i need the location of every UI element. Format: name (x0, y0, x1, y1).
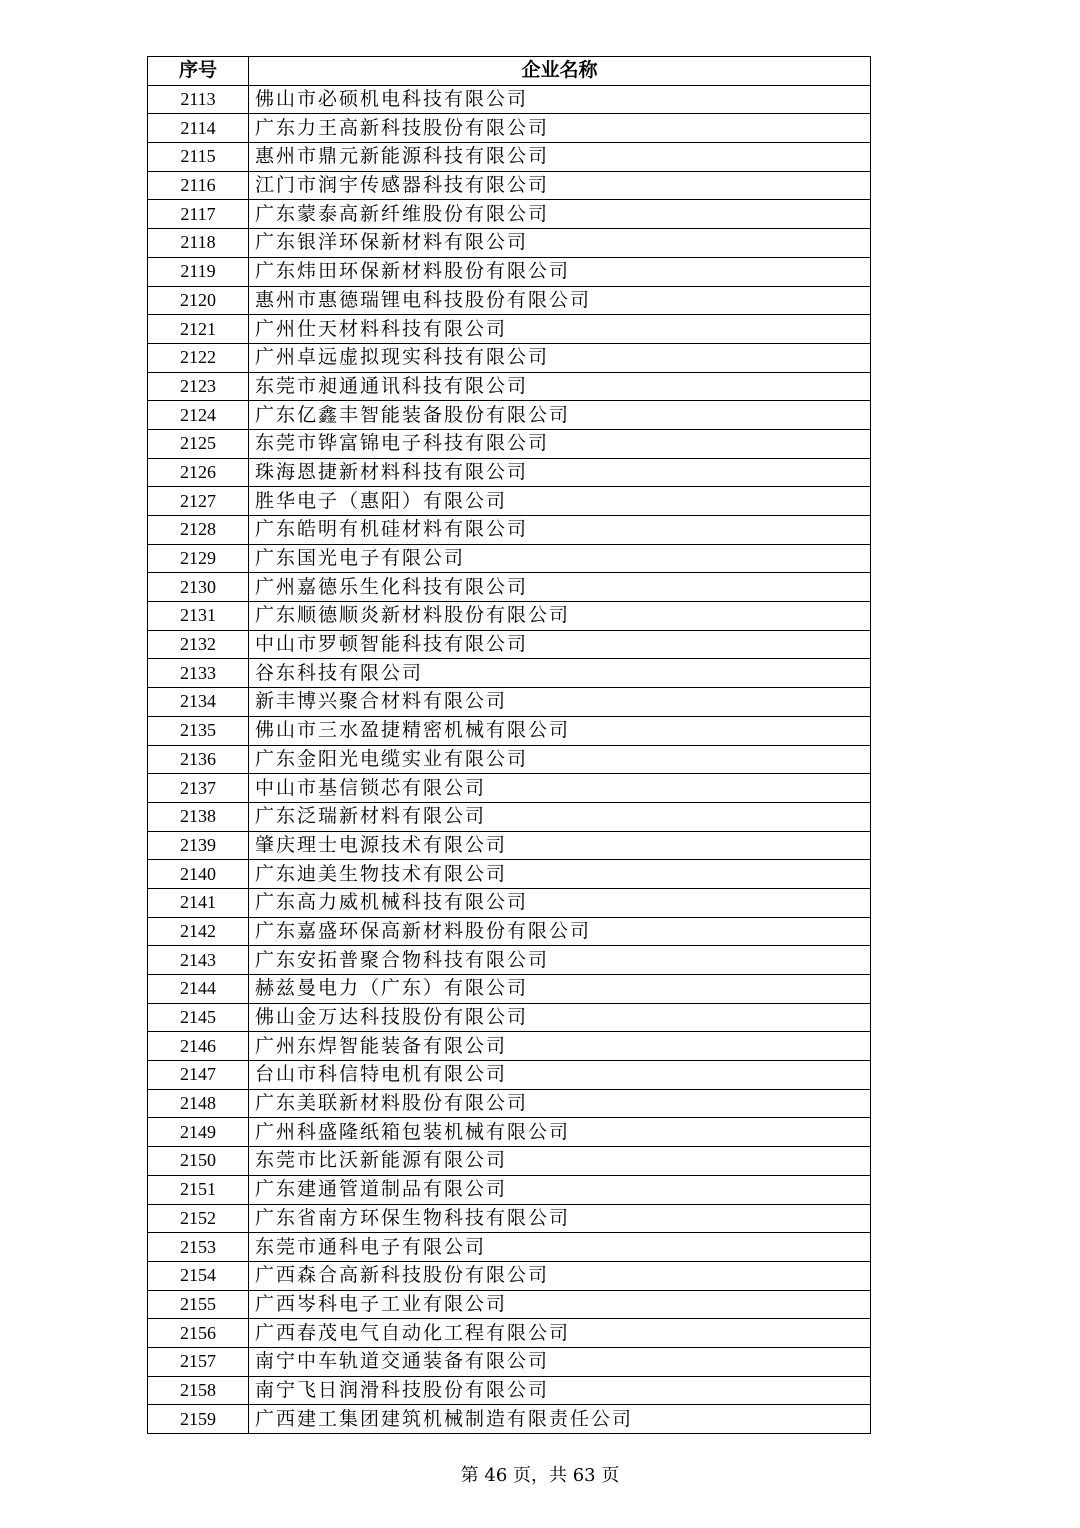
company-name-cell: 广西春茂电气自动化工程有限公司 (249, 1319, 871, 1348)
table-row (148, 917, 871, 946)
serial-number-cell: 2146 (148, 1032, 249, 1061)
company-name-cell: 广州卓远虚拟现实科技有限公司 (249, 343, 871, 372)
company-name-cell: 广东力王高新科技股份有限公司 (249, 114, 871, 143)
table-header-row (148, 57, 871, 86)
company-name-cell: 新丰博兴聚合材料有限公司 (249, 688, 871, 717)
serial-number-cell: 2139 (148, 831, 249, 860)
serial-number-cell: 2136 (148, 745, 249, 774)
company-name-cell: 江门市润宇传感器科技有限公司 (249, 171, 871, 200)
table-row (148, 429, 871, 458)
table-row (148, 573, 871, 602)
header-serial-number: 序号 (148, 57, 249, 86)
company-name-cell: 东莞市昶通通讯科技有限公司 (249, 372, 871, 401)
serial-number-cell: 2151 (148, 1175, 249, 1204)
table-row (148, 688, 871, 717)
table-row (148, 1319, 871, 1348)
company-name-cell: 胜华电子（惠阳）有限公司 (249, 487, 871, 516)
serial-number-cell: 2145 (148, 1003, 249, 1032)
company-name-cell: 佛山金万达科技股份有限公司 (249, 1003, 871, 1032)
serial-number-cell: 2128 (148, 516, 249, 545)
company-name-cell: 中山市基信锁芯有限公司 (249, 774, 871, 803)
table-row (148, 774, 871, 803)
table-row (148, 630, 871, 659)
company-name-cell: 广西岑科电子工业有限公司 (249, 1290, 871, 1319)
company-name-cell: 广西森合高新科技股份有限公司 (249, 1261, 871, 1290)
table-row (148, 200, 871, 229)
company-name-cell: 广东金阳光电缆实业有限公司 (249, 745, 871, 774)
table-body (148, 85, 871, 1433)
table-row (148, 1089, 871, 1118)
company-name-cell: 广州嘉德乐生化科技有限公司 (249, 573, 871, 602)
table-row (148, 1233, 871, 1262)
table-row (148, 171, 871, 200)
serial-number-cell: 2116 (148, 171, 249, 200)
serial-number-cell: 2127 (148, 487, 249, 516)
table-row (148, 372, 871, 401)
table-row (148, 831, 871, 860)
serial-number-cell: 2138 (148, 802, 249, 831)
company-name-cell: 惠州市鼎元新能源科技有限公司 (249, 143, 871, 172)
company-name-cell: 广东泛瑞新材料有限公司 (249, 802, 871, 831)
header-company-name: 企业名称 (249, 57, 871, 86)
company-name-cell: 广西建工集团建筑机械制造有限责任公司 (249, 1405, 871, 1434)
table-row (148, 1147, 871, 1176)
table-row (148, 315, 871, 344)
serial-number-cell: 2141 (148, 888, 249, 917)
serial-number-cell: 2153 (148, 1233, 249, 1262)
serial-number-cell: 2121 (148, 315, 249, 344)
company-name-cell: 广东国光电子有限公司 (249, 544, 871, 573)
serial-number-cell: 2148 (148, 1089, 249, 1118)
company-name-cell: 广州仕天材料科技有限公司 (249, 315, 871, 344)
serial-number-cell: 2125 (148, 429, 249, 458)
company-name-cell: 广东银洋环保新材料有限公司 (249, 229, 871, 258)
company-name-cell: 中山市罗顿智能科技有限公司 (249, 630, 871, 659)
serial-number-cell: 2149 (148, 1118, 249, 1147)
serial-number-cell: 2114 (148, 114, 249, 143)
serial-number-cell: 2130 (148, 573, 249, 602)
table-row (148, 1118, 871, 1147)
company-name-cell: 广东美联新材料股份有限公司 (249, 1089, 871, 1118)
company-name-cell: 广东炜田环保新材料股份有限公司 (249, 257, 871, 286)
serial-number-cell: 2150 (148, 1147, 249, 1176)
serial-number-cell: 2118 (148, 229, 249, 258)
table-row (148, 286, 871, 315)
serial-number-cell: 2134 (148, 688, 249, 717)
table-row (148, 343, 871, 372)
serial-number-cell: 2156 (148, 1319, 249, 1348)
company-name-cell: 佛山市三水盈捷精密机械有限公司 (249, 716, 871, 745)
page-number-footer: 第 46 页，共 63 页 (460, 1465, 620, 1486)
company-name-cell: 东莞市比沃新能源有限公司 (249, 1147, 871, 1176)
table-row (148, 487, 871, 516)
serial-number-cell: 2142 (148, 917, 249, 946)
serial-number-cell: 2155 (148, 1290, 249, 1319)
company-name-cell: 肇庆理士电源技术有限公司 (249, 831, 871, 860)
serial-number-cell: 2144 (148, 975, 249, 1004)
table-row (148, 516, 871, 545)
company-name-cell: 珠海恩捷新材料科技有限公司 (249, 458, 871, 487)
company-name-cell: 东莞市铧富锦电子科技有限公司 (249, 429, 871, 458)
company-name-cell: 谷东科技有限公司 (249, 659, 871, 688)
serial-number-cell: 2129 (148, 544, 249, 573)
table-row (148, 1204, 871, 1233)
company-name-cell: 广东建通管道制品有限公司 (249, 1175, 871, 1204)
serial-number-cell: 2124 (148, 401, 249, 430)
company-name-cell: 佛山市必硕机电科技有限公司 (249, 85, 871, 114)
table-row (148, 229, 871, 258)
serial-number-cell: 2135 (148, 716, 249, 745)
serial-number-cell: 2133 (148, 659, 249, 688)
table-row (148, 802, 871, 831)
company-name-cell: 广东安拓普聚合物科技有限公司 (249, 946, 871, 975)
company-name-cell: 台山市科信特电机有限公司 (249, 1061, 871, 1090)
company-name-cell: 东莞市通科电子有限公司 (249, 1233, 871, 1262)
table-row (148, 1405, 871, 1434)
table-row (148, 888, 871, 917)
serial-number-cell: 2126 (148, 458, 249, 487)
serial-number-cell: 2123 (148, 372, 249, 401)
company-name-cell: 广东嘉盛环保高新材料股份有限公司 (249, 917, 871, 946)
serial-number-cell: 2157 (148, 1347, 249, 1376)
table-row (148, 1003, 871, 1032)
serial-number-cell: 2137 (148, 774, 249, 803)
table-row (148, 257, 871, 286)
serial-number-cell: 2119 (148, 257, 249, 286)
serial-number-cell: 2152 (148, 1204, 249, 1233)
table-row (148, 114, 871, 143)
table-row (148, 659, 871, 688)
serial-number-cell: 2120 (148, 286, 249, 315)
table-row (148, 1261, 871, 1290)
company-name-cell: 赫兹曼电力（广东）有限公司 (249, 975, 871, 1004)
company-name-cell: 广州科盛隆纸箱包装机械有限公司 (249, 1118, 871, 1147)
serial-number-cell: 2131 (148, 602, 249, 631)
serial-number-cell: 2117 (148, 200, 249, 229)
table-row (148, 1061, 871, 1090)
company-name-cell: 广东省南方环保生物科技有限公司 (249, 1204, 871, 1233)
company-list-table (147, 56, 871, 1434)
company-name-cell: 广东皓明有机硅材料有限公司 (249, 516, 871, 545)
table-row (148, 716, 871, 745)
table-row (148, 85, 871, 114)
table-row (148, 946, 871, 975)
table-row (148, 1376, 871, 1405)
table-row (148, 860, 871, 889)
table-row (148, 1347, 871, 1376)
company-name-cell: 广东高力威机械科技有限公司 (249, 888, 871, 917)
company-name-cell: 惠州市惠德瑞锂电科技股份有限公司 (249, 286, 871, 315)
serial-number-cell: 2143 (148, 946, 249, 975)
table-row (148, 1290, 871, 1319)
table-row (148, 1032, 871, 1061)
company-name-cell: 广东蒙泰高新纤维股份有限公司 (249, 200, 871, 229)
company-name-cell: 南宁中车轨道交通装备有限公司 (249, 1347, 871, 1376)
company-name-cell: 南宁飞日润滑科技股份有限公司 (249, 1376, 871, 1405)
table-row (148, 602, 871, 631)
serial-number-cell: 2122 (148, 343, 249, 372)
company-name-cell: 广东迪美生物技术有限公司 (249, 860, 871, 889)
serial-number-cell: 2158 (148, 1376, 249, 1405)
table-row (148, 1175, 871, 1204)
company-name-cell: 广东顺德顺炎新材料股份有限公司 (249, 602, 871, 631)
serial-number-cell: 2113 (148, 85, 249, 114)
table-row (148, 458, 871, 487)
serial-number-cell: 2147 (148, 1061, 249, 1090)
table-row (148, 143, 871, 172)
company-name-cell: 广州东焊智能装备有限公司 (249, 1032, 871, 1061)
serial-number-cell: 2115 (148, 143, 249, 172)
serial-number-cell: 2159 (148, 1405, 249, 1434)
table-row (148, 745, 871, 774)
serial-number-cell: 2132 (148, 630, 249, 659)
serial-number-cell: 2140 (148, 860, 249, 889)
table-row (148, 975, 871, 1004)
company-name-cell: 广东亿鑫丰智能装备股份有限公司 (249, 401, 871, 430)
table-row (148, 401, 871, 430)
table-row (148, 544, 871, 573)
serial-number-cell: 2154 (148, 1261, 249, 1290)
